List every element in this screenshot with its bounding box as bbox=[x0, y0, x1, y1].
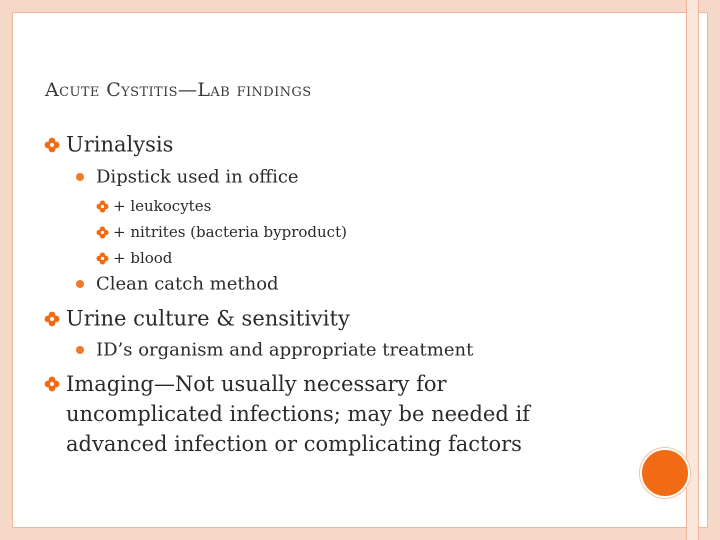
bullet-urine-culture bbox=[44, 305, 350, 331]
bullet-dipstick bbox=[76, 166, 299, 188]
orange-flower-bullet-icon bbox=[96, 252, 109, 265]
bullet-clean-catch bbox=[76, 273, 279, 295]
bullet-text: + blood bbox=[113, 249, 173, 267]
bullet-text: Urine culture & sensitivity bbox=[66, 306, 350, 331]
bullet-text-line: uncomplicated infections; may be needed if bbox=[66, 402, 530, 426]
slide-title: Acute Cystitis—Lab findings bbox=[45, 79, 312, 101]
orange-dot-bullet-icon bbox=[76, 280, 84, 288]
bullet-urinalysis bbox=[44, 131, 173, 157]
right-decorative-band bbox=[686, 0, 698, 540]
bullet-text-line: Imaging—Not usually necessary for bbox=[66, 372, 447, 396]
bullet-imaging bbox=[66, 369, 530, 459]
orange-dot-bullet-icon bbox=[76, 173, 84, 181]
bullet-text: + leukocytes bbox=[113, 197, 212, 215]
right-rule-right bbox=[698, 0, 699, 540]
bullet-blood bbox=[96, 248, 172, 267]
orange-flower-bullet-icon bbox=[96, 200, 109, 213]
orange-flower-bullet-icon bbox=[96, 226, 109, 239]
bullet-text: ID’s organism and appropriate treatment bbox=[96, 339, 474, 361]
bullet-ids-organism bbox=[76, 339, 473, 361]
bullet-text: Dipstick used in office bbox=[96, 166, 299, 188]
bullet-leukocytes bbox=[96, 196, 211, 215]
bullet-text: Clean catch method bbox=[96, 273, 279, 295]
orange-circle-decoration bbox=[640, 448, 690, 498]
orange-flower-bullet-icon bbox=[44, 376, 60, 392]
orange-dot-bullet-icon bbox=[76, 346, 84, 354]
bullet-text-line: advanced infection or complicating factors bbox=[66, 432, 522, 456]
bullet-text: + nitrites (bacteria byproduct) bbox=[113, 223, 347, 241]
orange-flower-bullet-icon bbox=[44, 137, 60, 153]
bullet-text: Urinalysis bbox=[66, 132, 174, 157]
bullet-nitrites bbox=[96, 222, 347, 241]
orange-flower-bullet-icon bbox=[44, 311, 60, 327]
